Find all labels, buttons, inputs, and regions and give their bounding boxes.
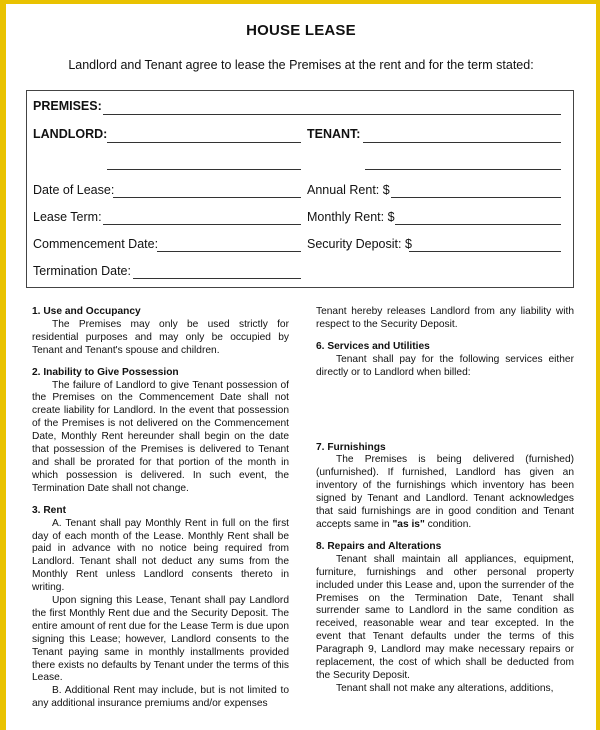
monthly-rent-label: Monthly Rent: $ (307, 210, 395, 224)
document-title: HOUSE LEASE (246, 22, 356, 39)
section-7-heading: 7. Furnishings (316, 441, 386, 453)
termination-date-line[interactable] (133, 278, 301, 279)
date-of-lease-label: Date of Lease: (33, 183, 115, 197)
document-subtitle: Landlord and Tenant agree to lease the Premises at the rent and for the term stated: (68, 58, 534, 72)
right-column (316, 306, 574, 696)
commencement-date-label: Commencement Date: (33, 237, 159, 251)
section-1-heading: 1. Use and Occupancy (32, 306, 141, 317)
annual-rent-label: Annual Rent: $ (307, 183, 390, 197)
section-3-paragraph-a: A. Tenant shall pay Monthly Rent in full on the first day of each month of the Lease. Monthly Rent shall be paid in advance with no notice being required from Landlord. Tenant shall not deduct any sums from the Monthly Rent unless Landlord consents thereto in writing. (32, 517, 289, 594)
section-8-paragraph-2: Tenant shall not make any alterations, additions, (336, 682, 554, 694)
security-deposit-line[interactable] (409, 251, 561, 252)
section-3-heading: 3. Rent (32, 504, 66, 516)
landlord-line-2[interactable] (107, 169, 301, 170)
section-6-heading: 6. Services and Utilities (316, 340, 430, 352)
section-2-heading: 2. Inability to Give Possession (32, 366, 179, 378)
tenant-label: TENANT: (307, 127, 361, 141)
section-7-body: The Premises is being delivered (furnished) (unfurnished). If furnished, Landlord has given an inventory of the furnishings which inventory has been signed by Tenant and Landlord. Tenant acknowledges that said furnishings are in good condition and Tenant accepts same in "as is" condition. (316, 454, 574, 530)
as-is-text: "as is" (392, 518, 425, 530)
premises-line[interactable] (103, 114, 561, 115)
landlord-label: LANDLORD: (33, 127, 108, 141)
section-3-paragraph-b: B. Additional Rent may include, but is not limited to any additional insurance premiums and/or expenses (32, 685, 289, 710)
commencement-date-line[interactable] (157, 251, 301, 252)
termination-date-label: Termination Date: (33, 264, 131, 278)
landlord-line[interactable] (107, 142, 301, 143)
lease-page (6, 4, 596, 730)
lease-term-label: Lease Term: (33, 210, 102, 224)
section-2-body: The failure of Landlord to give Tenant possession of the Premises on the Commencement Date shall not create liability for Landlord. In the event that possession of the Premises is not delivered on the Commencement Date, Monthly Rent hereunder shall begin on the date that possession of the Premises is delivered to Tenant and shall be prorated for that portion of the month in which possession is delivered. In such event, the Termination Date shall not change. (32, 379, 289, 494)
monthly-rent-line[interactable] (395, 224, 561, 225)
annual-rent-line[interactable] (391, 197, 561, 198)
tenant-line[interactable] (363, 142, 561, 143)
premises-label: PREMISES: (33, 99, 102, 113)
section-8-heading: 8. Repairs and Alterations (316, 540, 442, 552)
tenant-line-2[interactable] (365, 169, 561, 170)
section-8-body: Tenant shall maintain all appliances, equipment, furniture, furnishings and other personal property included under this Lease and, upon the surrender of the Premises on the Termination Date, Tenant shall surrender same to Landlord in the same condition as received, reasonable wear and tear excepted. In the event that Tenant defaults under the terms of this Paragraph 9, Landlord may make necessary repairs or replacement, the cost of which shall be deducted from the Security Deposit. (316, 553, 574, 681)
section-3-paragraph-2: Upon signing this Lease, Tenant shall pay Landlord the first Monthly Rent due and the Security Deposit. The entire amount of rent due for the Lease Term is due upon signing this Lease; however, Landlord consents to the Tenant paying same in monthly installments provided there exists no defaults by Tenant under the terms of this Lease. (32, 595, 289, 684)
security-deposit-label: Security Deposit: $ (307, 237, 412, 251)
section-6-body: Tenant shall pay for the following services either directly or to Landlord when billed: (316, 353, 574, 378)
lease-term-line[interactable] (103, 224, 301, 225)
section-1-body: The Premises may only be used strictly for residential purposes and may only be occupied by Tenant and Tenant's spouse and children. (32, 318, 289, 356)
date-of-lease-line[interactable] (113, 197, 301, 198)
lease-info-box (26, 90, 574, 288)
left-column (32, 306, 289, 711)
section-5-continuation: Tenant hereby releases Landlord from any liability with respect to the Security Deposit. (316, 306, 574, 330)
